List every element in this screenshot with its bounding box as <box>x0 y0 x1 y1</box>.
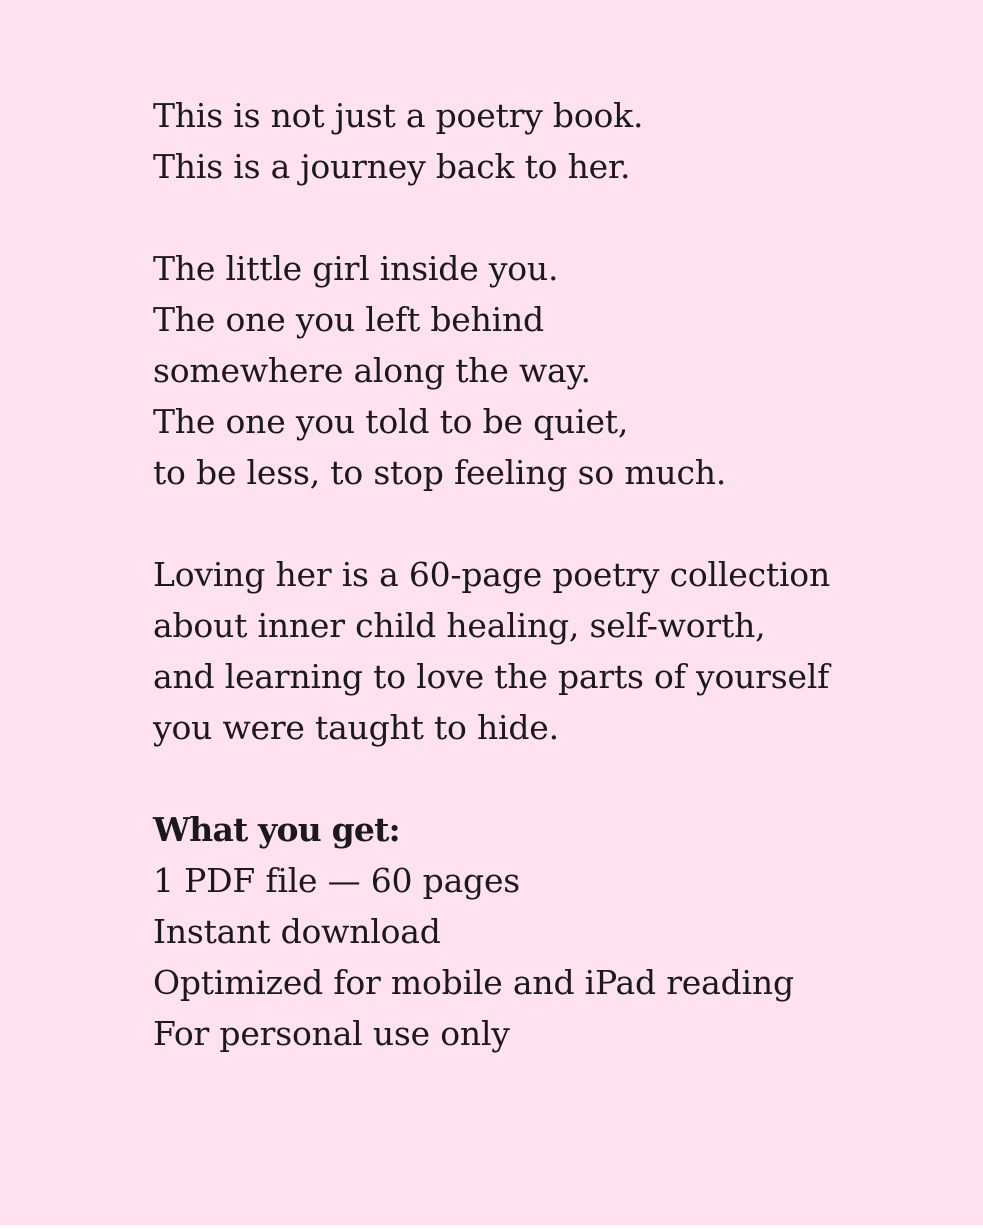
feature-item: Optimized for mobile and iPad reading <box>153 963 794 1002</box>
poem-stanza <box>153 243 953 498</box>
features-heading: What you get: <box>153 810 400 849</box>
features-list <box>153 855 953 1059</box>
intro-paragraph <box>153 90 953 192</box>
stanza-line: to be less, to stop feeling so much. <box>153 453 727 492</box>
description-line: you were taught to hide. <box>153 708 559 747</box>
feature-item: For personal use only <box>153 1014 510 1053</box>
features-section <box>153 804 953 1059</box>
description-line: Loving her is a 60-page poetry collection <box>153 555 831 594</box>
intro-line: This is a journey back to her. <box>153 147 631 186</box>
stanza-line: The little girl inside you. <box>153 249 559 288</box>
collection-description <box>153 549 953 753</box>
description-line: about inner child healing, self-worth, <box>153 606 766 645</box>
feature-item: 1 PDF file — 60 pages <box>153 861 521 900</box>
stanza-line: The one you left behind <box>153 300 544 339</box>
stanza-line: The one you told to be quiet, <box>153 402 629 441</box>
description-text-block <box>153 90 953 1059</box>
stanza-line: somewhere along the way. <box>153 351 591 390</box>
intro-line: This is not just a poetry book. <box>153 96 644 135</box>
feature-item: Instant download <box>153 912 441 951</box>
description-line: and learning to love the parts of yourself <box>153 657 830 696</box>
